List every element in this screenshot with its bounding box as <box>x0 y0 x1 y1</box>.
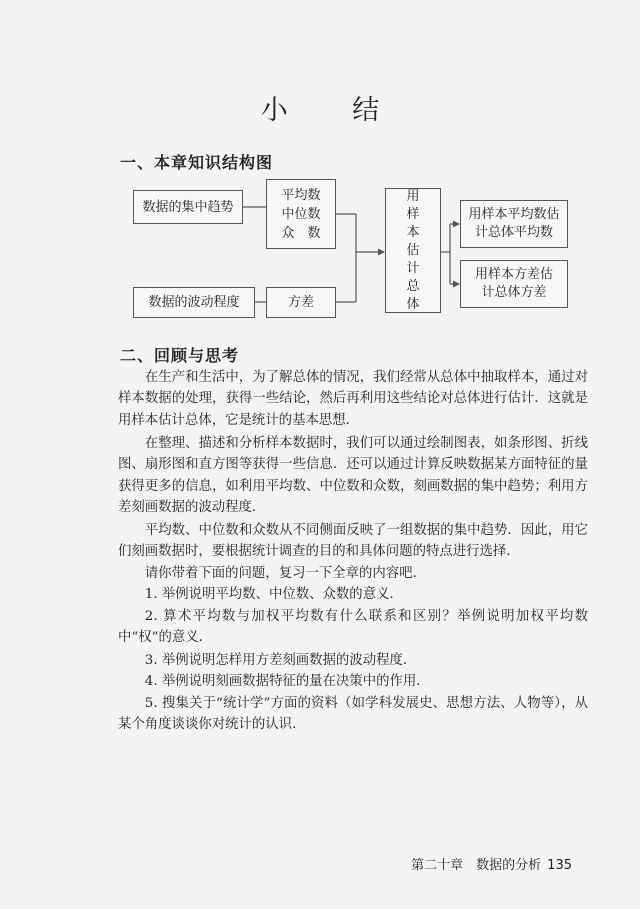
page-title: 小 结 <box>260 95 408 126</box>
knowledge-structure-diagram <box>0 0 640 340</box>
estimate-char: 估 <box>406 242 420 258</box>
question-item: 3. 举例说明怎样用方差刻画数据的波动程度． <box>144 653 417 668</box>
box-dispersion-label: 数据的波动程度 <box>148 295 240 310</box>
page-number: 135 <box>547 858 572 873</box>
box-statistics <box>266 179 336 249</box>
mean-estimate-line: 计总体平均数 <box>474 225 553 240</box>
page-footer <box>411 854 572 873</box>
box-mean-estimate <box>460 200 568 248</box>
label-mean: 平均数 <box>281 187 321 203</box>
estimate-char: 总 <box>406 278 420 294</box>
box-sample-estimate <box>385 188 441 313</box>
estimate-char: 体 <box>406 296 420 312</box>
section-heading-structure: 一、本章知识结构图 <box>120 153 274 172</box>
estimate-char: 用 <box>406 188 420 204</box>
paragraph: 平均数、中位数和众数从不同侧面反映了一组数据的集中趋势．因此，用它们刻画数据时，要根据统计调查的目的和具体问题的特点进行选择． <box>118 523 588 560</box>
variance-estimate-line: 计总体方差 <box>481 285 547 300</box>
box-variance-label: 方差 <box>287 295 314 310</box>
paragraph: 在生产和生活中，为了解总体的情况，我们经常从总体中抽取样本，通过对样本数据的处理，获得一些结论，然后再利用这些结论对总体进行估计．这就是用样本估计总体，它是统计的基本思想． <box>118 370 588 428</box>
question-item: 2. 算术平均数与加权平均数有什么联系和区别？举例说明加权平均数中“权”的意义． <box>118 609 588 646</box>
estimate-char: 计 <box>406 260 420 276</box>
estimate-char: 本 <box>406 224 420 240</box>
box-dispersion <box>133 287 255 318</box>
question-item: 5. 搜集关于“统计学”方面的资料（如学科发展史、思想方法、人物等），从某个角度谈谈你对统计的认识． <box>118 696 588 733</box>
paragraph: 在整理、描述和分析样本数据时，我们可以通过绘制图表，如条形图、折线图、扇形图和直方图等获得一些信息．还可以通过计算反映数据某方面特征的量获得更多的信息，如利用平均数、中位数和众数，刻画数据的集中趋势；利用方差刻画数据的波动程度． <box>118 436 588 515</box>
box-central-tendency-label: 数据的集中趋势 <box>142 199 234 215</box>
estimate-char: 样 <box>406 206 420 222</box>
paragraph: 请你带着下面的问题，复习一下全章的内容吧． <box>144 566 426 581</box>
arrow-to-variance-estimate <box>453 281 460 288</box>
box-variance <box>266 287 336 318</box>
question-item: 1. 举例说明平均数、中位数、众数的意义． <box>144 587 403 602</box>
label-median: 中位数 <box>281 206 321 222</box>
variance-estimate-line: 用样本方差估 <box>474 267 553 282</box>
arrow-to-mean-estimate <box>453 221 460 228</box>
section-heading-review: 二、回顾与思考 <box>120 346 240 365</box>
footer-chapter: 第二十章 数据的分析 <box>411 858 542 873</box>
box-central-tendency <box>133 190 243 224</box>
mean-estimate-line: 用样本平均数估 <box>468 207 560 222</box>
arrow-to-estimate <box>378 249 385 256</box>
question-item: 4. 举例说明刻画数据特征的量在决策中的作用． <box>144 674 430 689</box>
box-variance-estimate <box>460 260 568 308</box>
label-mode: 众 数 <box>281 225 321 241</box>
